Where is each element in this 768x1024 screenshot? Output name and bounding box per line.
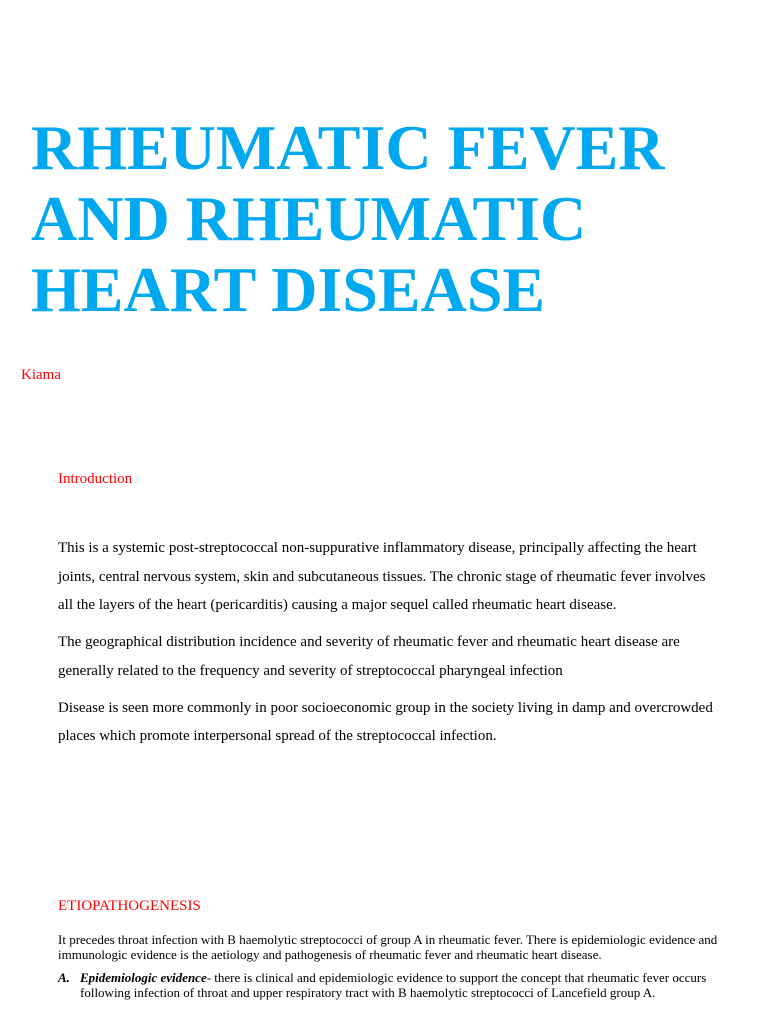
list-item — [58, 971, 718, 1000]
introduction-body — [58, 534, 718, 759]
section-heading-introduction: Introduction — [58, 471, 133, 487]
list-term: Epidemiologic evidence — [80, 970, 207, 986]
paragraph: The geographical distribution incidence and severity of rheumatic fever and rheumatic heart disease are generally related to the frequency and severity of streptococcal pharyngeal infection — [58, 634, 680, 679]
etiopathogenesis-body — [58, 933, 718, 1001]
paragraph: Disease is seen more commonly in poor socioeconomic group in the society living in damp and overcrowded places which promote interpersonal spread of the streptococcal infection. — [58, 699, 713, 745]
paragraph: It precedes throat infection with B haemolytic streptococci of group A in rheumatic fever. There is epidemiologic evidence and immunologic evidence is the aetiology and pathogenesis of rheumatic fever and rheumatic heart disease. — [58, 932, 718, 962]
list-text: - there is clinical and epidemiologic evidence to support the concept that rheumatic fever occurs following infection of throat and upper respiratory tract with B haemolytic streptococci of Lancefield group A. — [80, 970, 707, 1001]
section-heading-etiopathogenesis: ETIOPATHOGENESIS — [58, 898, 201, 914]
paragraph: This is a systemic post-streptococcal non-suppurative inflammatory disease, principally affecting the heart joints, central nervous system, skin and subcutaneous tissues. The chronic stage of rheumatic fever involves all the layers of the heart (pericarditis) causing a major sequel called rheumatic heart disease. — [58, 540, 706, 614]
document-title — [31, 112, 751, 325]
list-marker: A. — [58, 970, 70, 986]
title-line-3: HEART DISEASE — [31, 254, 546, 325]
title-line-1: RHEUMATIC FEVER — [31, 112, 665, 183]
title-line-2: AND RHEUMATIC — [31, 183, 587, 254]
author-name: Kiama — [21, 367, 61, 383]
